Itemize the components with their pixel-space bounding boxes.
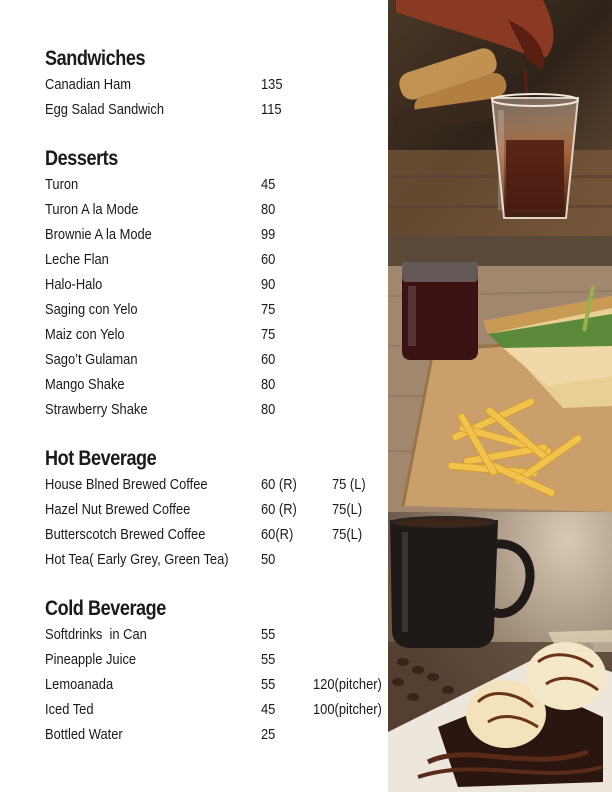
item-price: 75 [261,301,276,318]
menu-item [45,647,385,672]
menu-item [45,397,385,422]
item-price: 90 [261,276,276,293]
photo-turon-chocolate-dip [388,0,612,236]
item-name: Egg Salad Sandwich [45,101,165,118]
menu-item [45,497,385,522]
item-price: 80 [261,376,276,393]
item-price: 55 [261,651,276,668]
item-name: Maiz con Yelo [45,326,125,343]
menu-item [45,197,385,222]
item-name: Saging con Yelo [45,301,138,318]
item-price: 60 [261,251,276,268]
item-name: Brownie A la Mode [45,226,152,243]
item-name: Turon [45,176,79,193]
item-name: Softdrinks in Can [45,626,147,643]
menu-item [45,697,385,722]
item-name: Turon A la Mode [45,201,139,218]
menu-item [45,272,385,297]
item-price: 135 [261,76,283,93]
section-cold-beverage [45,596,385,747]
section-title: Hot Beverage [45,447,157,470]
menu-item [45,247,385,272]
section-title: Cold Beverage [45,597,166,620]
item-name: Strawberry Shake [45,401,148,418]
item-price: 50 [261,551,276,568]
item-price-pitcher: 100(pitcher) [313,701,382,718]
item-price-large: 75(L) [332,501,363,518]
item-price: 75 [261,326,276,343]
item-name: House Blned Brewed Coffee [45,476,208,493]
menu-item [45,297,385,322]
item-price: 115 [261,101,282,118]
menu-item [45,722,385,747]
item-name: Canadian Ham [45,76,132,93]
menu-item [45,547,385,572]
menu-item [45,347,385,372]
item-price: 80 [261,201,276,218]
menu-item [45,72,385,97]
item-price: 99 [261,226,276,243]
item-name: Butterscotch Brewed Coffee [45,526,206,543]
item-price: 60 [261,351,276,368]
item-name: Leche Flan [45,251,109,268]
item-price-regular: 60(R) [261,526,294,543]
section-desserts [45,146,385,422]
photo-sandwich-fries [388,236,612,512]
section-hot-beverage [45,446,385,572]
item-name: Mango Shake [45,376,125,393]
section-sandwiches [45,46,385,122]
menu-item [45,522,385,547]
menu-item [45,172,385,197]
section-title: Sandwiches [45,47,146,70]
item-name: Iced Ted [45,701,94,718]
item-price-large: 75(L) [332,526,363,543]
item-name: Lemoanada [45,676,114,693]
item-price-pitcher: 120(pitcher) [313,676,382,693]
photo-coffee-brownie [388,512,612,792]
item-price-regular: 60 (R) [261,501,297,518]
photo-column [388,0,612,792]
menu-item [45,322,385,347]
item-name: Pineapple Juice [45,651,137,668]
menu-item [45,672,385,697]
item-price: 45 [261,176,276,193]
item-name: Sago’t Gulaman [45,351,138,368]
menu-item [45,97,385,122]
item-price: 45 [261,701,276,718]
menu-item [45,622,385,647]
item-price: 55 [261,626,276,643]
item-name: Hot Tea( Early Grey, Green Tea) [45,551,229,568]
item-price: 55 [261,676,276,693]
item-price: 80 [261,401,276,418]
item-name: Hazel Nut Brewed Coffee [45,501,191,518]
item-price: 25 [261,726,276,743]
menu-item [45,222,385,247]
item-price-large: 75 (L) [332,476,366,493]
item-price-regular: 60 (R) [261,476,297,493]
item-name: Bottled Water [45,726,123,743]
menu-item [45,472,385,497]
section-title: Desserts [45,147,118,170]
item-name: Halo-Halo [45,276,103,293]
menu-item [45,372,385,397]
